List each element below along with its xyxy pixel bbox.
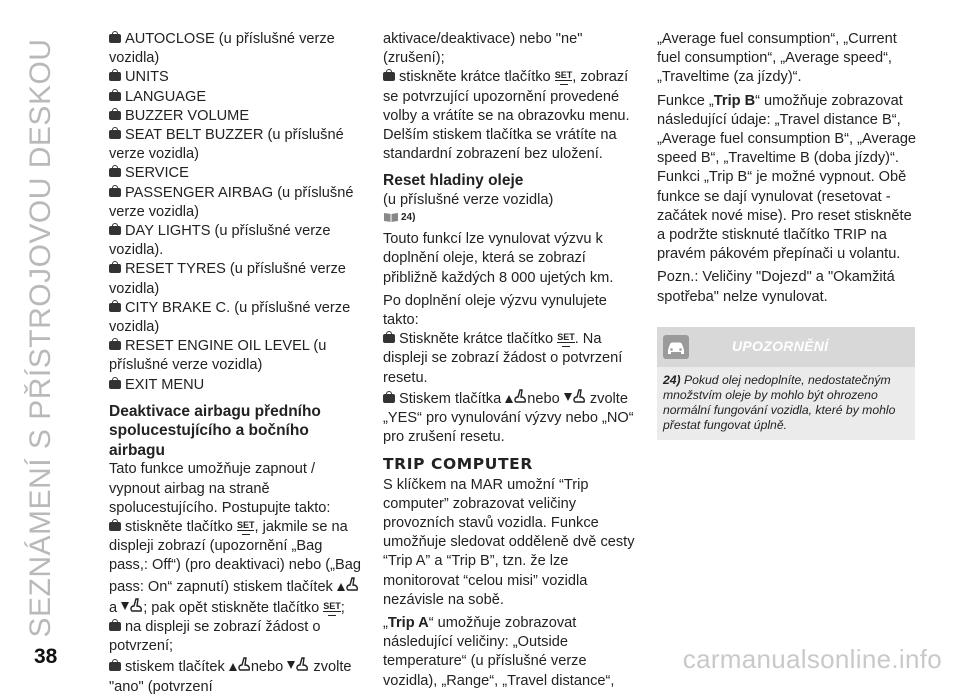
car-bullet-icon [383, 394, 395, 403]
down-arrow-icon [287, 656, 309, 672]
list-item: SEAT BELT BUZZER (u příslušné verze vozidla) [109, 127, 344, 163]
car-bullet-icon [109, 34, 121, 43]
airbag-intro: Tato funkce umožňuje zapnout / vypnout airbag na straně spolucestujícího. Postupujte takto: [109, 461, 331, 516]
down-arrow-icon [121, 597, 143, 613]
trip-computer-heading: TRIP COMPUTER [383, 455, 533, 474]
menu-list [109, 30, 361, 395]
set-button-icon: SET [555, 71, 573, 85]
page-number: 38 [34, 645, 58, 668]
note-reference: 24) [383, 210, 635, 226]
car-bullet-icon [109, 188, 121, 197]
list-item: CITY BRAKE C. (u příslušné verze vozidla) [109, 299, 351, 336]
list-item: LANGUAGE [109, 88, 361, 107]
airbag-heading: Deaktivace airbagu předního spolucestujícího a bočního airbagu [109, 402, 321, 459]
list-item: UNITS [109, 68, 361, 87]
list-item: EXIT MENU [109, 376, 361, 395]
list-item: AUTOCLOSE (u příslušné verze vozidla) [109, 31, 335, 67]
trip-b-paragraph: Funkce „Trip B“ umožňuje zobrazovat následující údaje: „Travel distance B“, „Average fuel consumption B“, „Average speed B“, „Traveltime B (doba jízdy)“. Funkci „Trip B“ je možné vypnout. Obě funkce se dají vynulovat (resetovat - začátek nové mise). Pro reset stiskněte a podržte stisknuté tlačítko TRIP na pravém pákovém přepínači u volantu. [657, 92, 917, 263]
list-item: PASSENGER AIRBAG (u příslušné verze vozidla) [109, 184, 354, 220]
list-item: SERVICE [109, 164, 361, 183]
car-warning-icon [663, 335, 689, 359]
down-arrow-icon [564, 388, 586, 404]
car-bullet-icon [109, 662, 121, 671]
up-arrow-icon [505, 388, 527, 404]
car-bullet-icon [109, 622, 121, 631]
sidebar-chapter-title [8, 18, 74, 658]
trip-a-paragraph: „Trip A“ umožňuje zobrazovat následující veličiny: „Outside temperature“ (u příslušné verze vozidla), „Range“, „Travel distance“, [383, 614, 615, 689]
car-bullet-icon [109, 130, 121, 139]
car-bullet-icon [109, 303, 121, 312]
car-bullet-icon [109, 92, 121, 101]
warning-text: Pokud olej nedoplníte, nedostatečným množstvím oleje by mohlo být ohrozeno normální fungování vozidla, které by mohlo přestat fungovat úplně. [663, 373, 896, 432]
watermark: carmanualsonline.info [682, 644, 942, 674]
up-arrow-icon [337, 576, 359, 592]
list-item: Stiskem tlačítka nebo zvolte „YES“ pro vynulování výzvy nebo „NO“ pro zrušení resetu. [383, 388, 635, 448]
list-item: Stiskněte krátce tlačítko SET . Na displeji se zobrazí žádost o potvrzení resetu. [383, 331, 623, 386]
car-bullet-icon [109, 380, 121, 389]
car-bullet-icon [109, 111, 121, 120]
warning-number: 24) [663, 373, 681, 387]
warning-box [657, 327, 915, 440]
list-item: stiskem tlačítek nebo zvolte "ano" (potvrzení [109, 656, 361, 696]
continued-text: aktivace/deaktivace) nebo "ne" (zrušení); [383, 31, 583, 67]
car-bullet-icon [109, 168, 121, 177]
trip-a-label: Trip A [387, 614, 429, 631]
list-item: RESET ENGINE OIL LEVEL (u příslušné verze vozidla) [109, 338, 327, 374]
column-2 [383, 30, 635, 691]
set-button-icon: SET [323, 602, 341, 616]
trip-b-label: Trip B [713, 92, 756, 109]
reset-oil-paragraph-2: Po doplnění oleje výzvu vynulujete takto: [383, 292, 607, 328]
reset-oil-subtitle: (u příslušné verze vozidla) [383, 191, 554, 208]
list-item: stiskněte krátce tlačítko SET , zobrazí se potvrzující upozornění provedené volby a vrátíte se na obrazovku menu. Delším stiskem tlačítka se vrátíte na standardní zobrazení bez uložení. [383, 69, 630, 163]
chapter-title: SEZNÁMENÍ S PŘÍSTROJOVOU DESKOU [24, 38, 57, 638]
reset-oil-heading: Reset hladiny oleje [383, 172, 524, 190]
continued-text: „Average fuel consumption“, „Current fuel consumption“, „Average speed“, „Traveltime (za jízdy)“. [657, 31, 897, 86]
warning-title: UPOZORNĚNÍ [732, 338, 829, 354]
list-item: RESET TYRES (u příslušné verze vozidla) [109, 261, 346, 297]
car-bullet-icon [109, 264, 121, 273]
column-1 [109, 30, 361, 697]
list-item: na displeji se zobrazí žádost o potvrzení; [109, 618, 321, 655]
note-paragraph: Pozn.: Veličiny "Dojezd" a "Okamžitá spotřeba" nelze vynulovat. [657, 269, 895, 305]
set-button-icon: SET [237, 521, 255, 535]
book-note-icon [383, 211, 399, 222]
up-arrow-icon [229, 656, 251, 672]
list-item: BUZZER VOLUME [109, 107, 361, 126]
warning-header [657, 327, 915, 367]
list-item: DAY LIGHTS (u příslušné verze vozidla). [109, 223, 331, 259]
car-bullet-icon [109, 522, 121, 531]
trip-computer-paragraph: S klíčkem na MAR umožní “Trip computer” zobrazovat veličiny provozních stavů vozidla. Funkce umožňuje sledovat odděleně dvě cesty “Trip A” a “Trip B”, tzn. že lze monitorovat “celou misi” vozidla nezávisle na sobě. [383, 476, 635, 608]
car-bullet-icon [109, 226, 121, 235]
list-item: stiskněte tlačítko SET , jakmile se na displeji zobrazí (upozornění „Bag pass,: Off“) (pro deaktivaci) nebo („Bag pass: On“ zapnutí) stiskem tlačítek a ; pak opět stiskněte tlačítko SET ; [109, 518, 361, 616]
car-bullet-icon [109, 341, 121, 350]
reset-oil-paragraph-1: Touto funkcí lze vynulovat výzvu k doplnění oleje, která se zobrazí přibližně každých 8 000 ujetých km. [383, 231, 614, 286]
car-bullet-icon [383, 334, 395, 343]
warning-body [657, 367, 915, 440]
car-bullet-icon [109, 72, 121, 81]
column-3 [657, 30, 917, 307]
car-bullet-icon [383, 72, 395, 81]
set-button-icon: SET [557, 333, 575, 347]
